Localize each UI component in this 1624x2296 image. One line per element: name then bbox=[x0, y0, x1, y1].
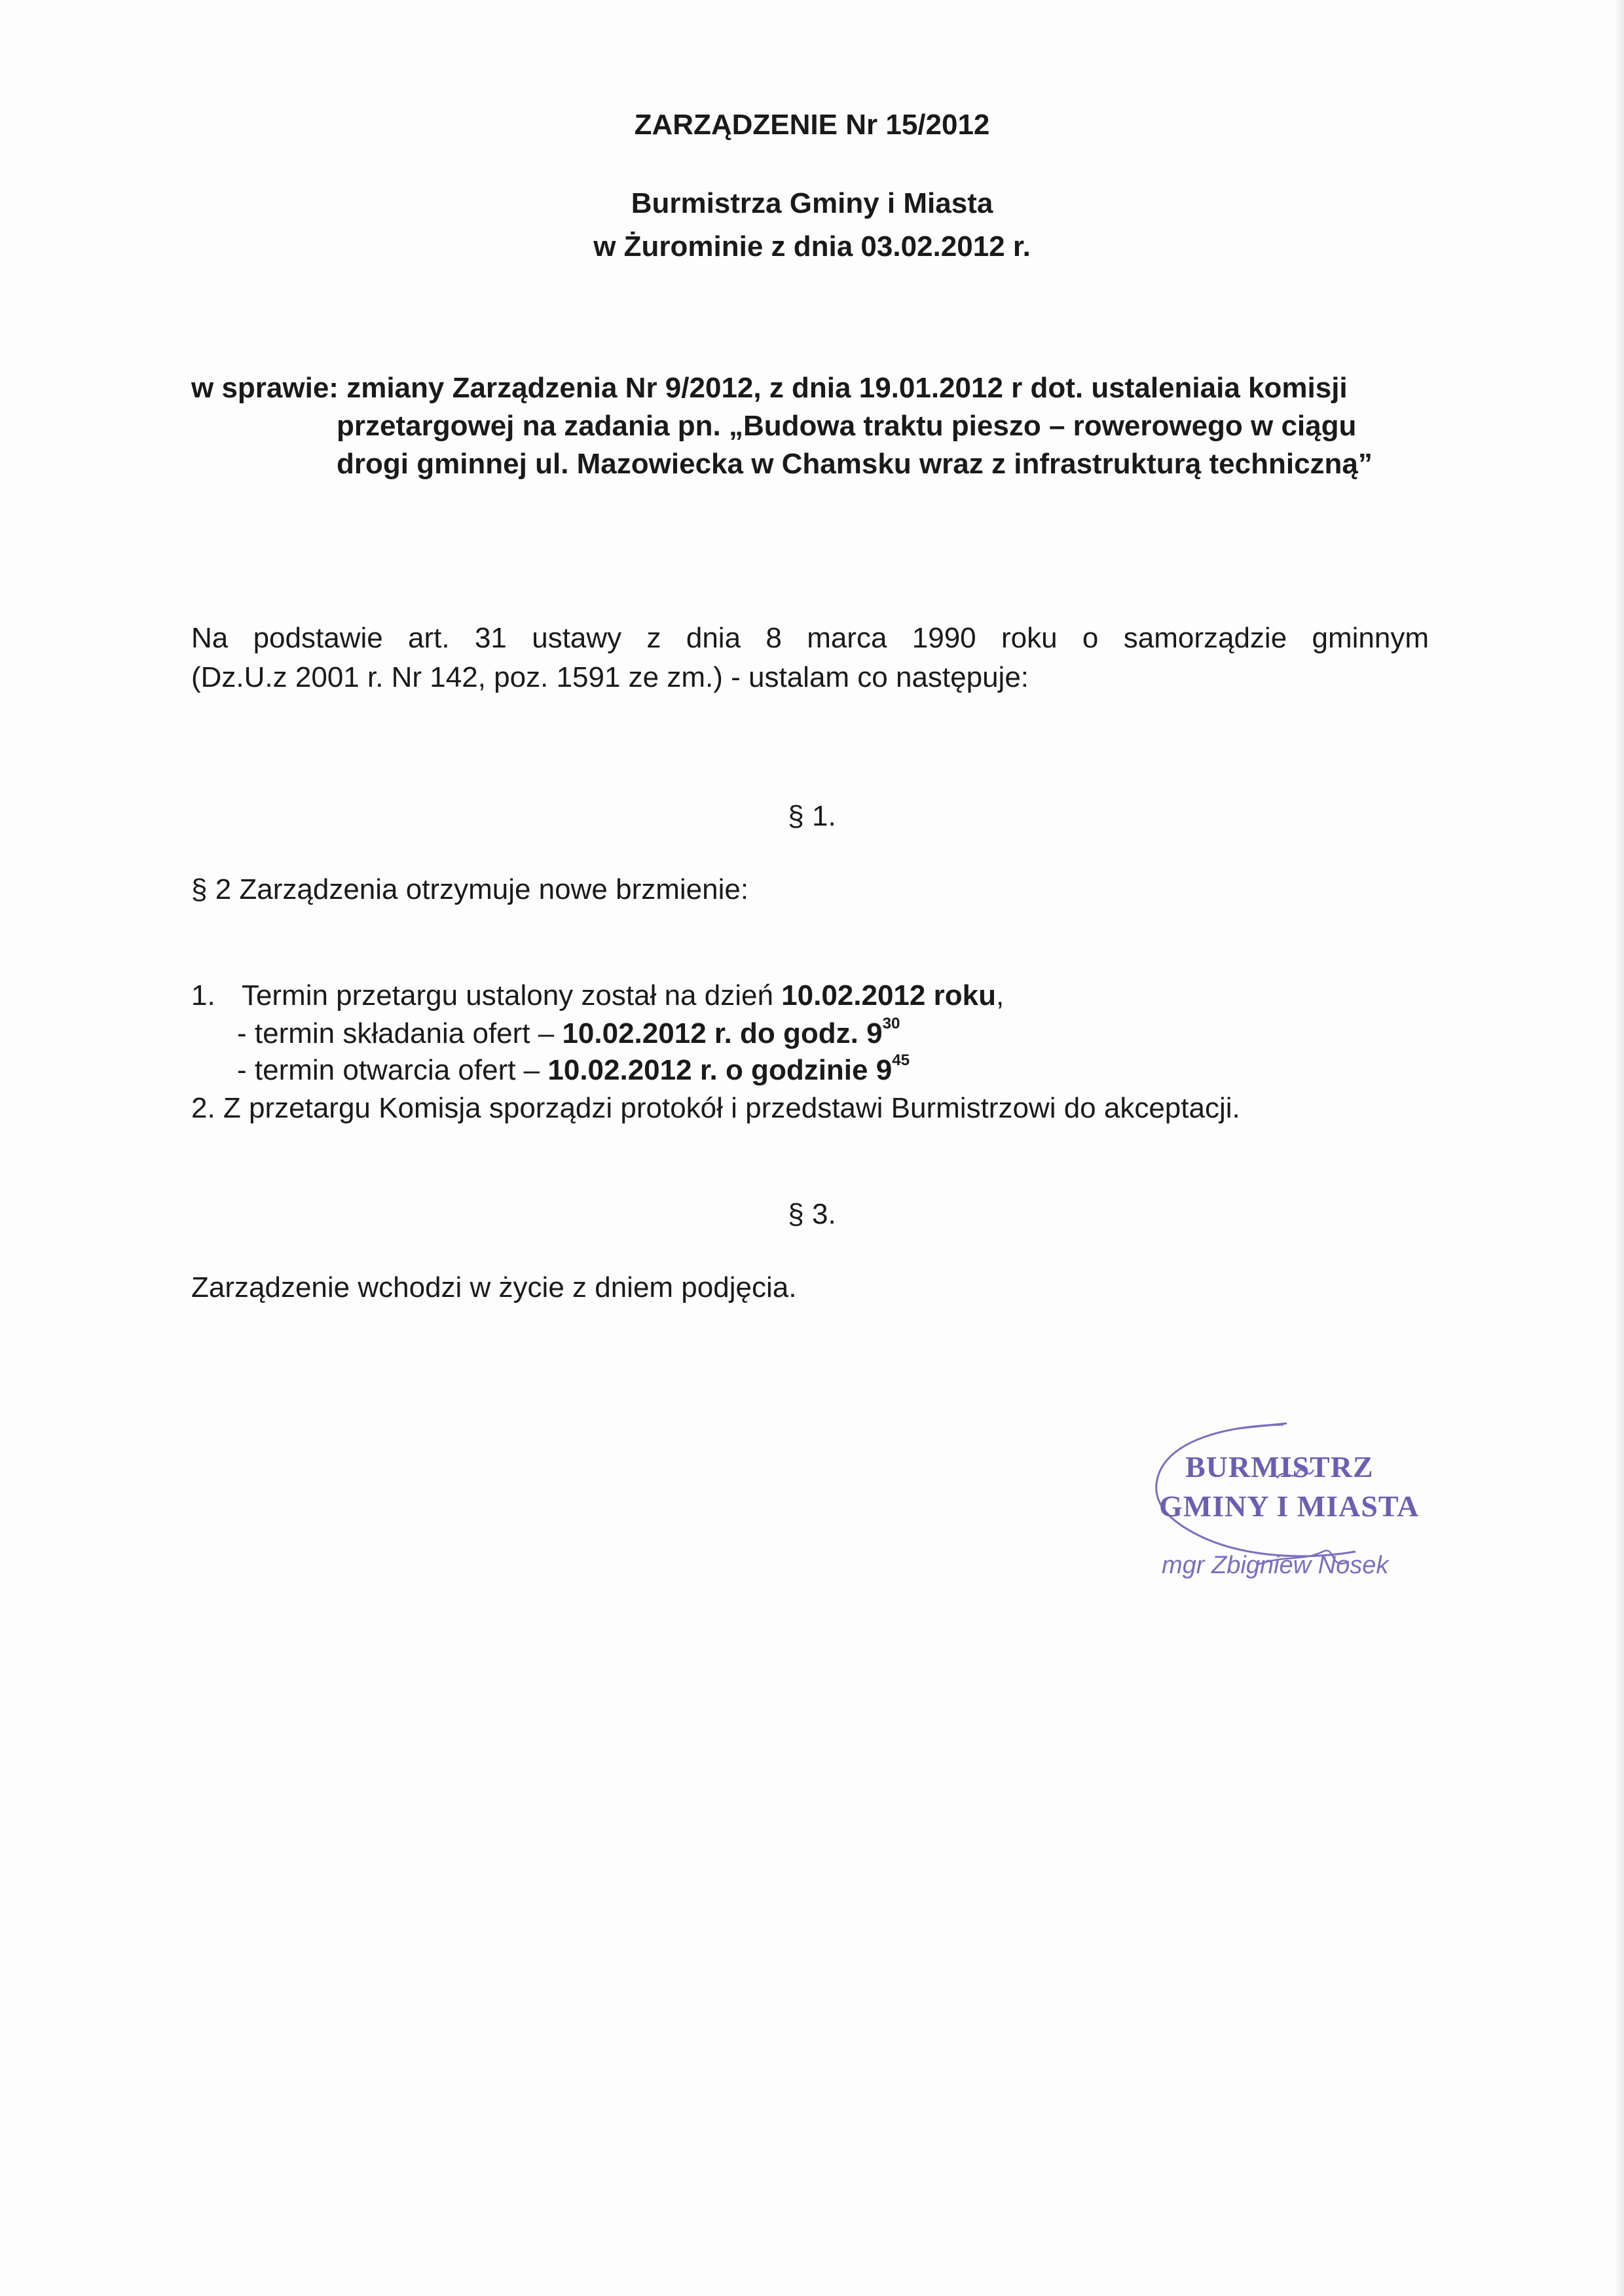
legal-basis-line-2: (Dz.U.z 2001 r. Nr 142, poz. 1591 ze zm.) - ustalam co następuje: bbox=[191, 661, 1029, 693]
list-item-2: 2. Z przetargu Komisja sporządzi protokół i przedstawi Burmistrzowi do akceptacji. bbox=[191, 1092, 1240, 1124]
stamp-title-line-1: BURMISTRZ bbox=[1185, 1450, 1374, 1484]
sub-item-submission-text: - termin składania ofert – bbox=[237, 1017, 563, 1049]
subject-label: w sprawie: bbox=[191, 372, 339, 404]
sub-item-submission-date: 10.02.2012 r. do godz. 9 bbox=[562, 1017, 883, 1049]
list-item-1-number: 1. bbox=[191, 979, 215, 1011]
issuer-line: Burmistrza Gminy i Miasta bbox=[631, 187, 993, 219]
subject-line-1: zmiany Zarządzenia Nr 9/2012, z dnia 19.01.2012 r dot. ustaleniaia komisji bbox=[346, 372, 1348, 404]
sub-item-opening-minutes: 45 bbox=[892, 1051, 910, 1070]
legal-basis-line-1: Na podstawie art. 31 ustawy z dnia 8 marca 1990 roku o samorządzie gminnym bbox=[191, 622, 1429, 654]
sub-item-opening-text: - termin otwarcia ofert – bbox=[237, 1054, 548, 1086]
list-item-1-tail: , bbox=[995, 979, 1005, 1011]
sub-item-submission bbox=[237, 1017, 900, 1050]
section-3-text: Zarządzenie wchodzi w życie z dniem podjęcia. bbox=[191, 1271, 797, 1303]
list-item-1-date: 10.02.2012 roku bbox=[781, 979, 996, 1011]
place-date-line: w Żurominie z dnia 03.02.2012 r. bbox=[593, 230, 1031, 263]
sub-item-opening-date: 10.02.2012 r. o godzinie 9 bbox=[547, 1054, 893, 1086]
stamp-signatory-name: mgr Zbigniew Nosek bbox=[1162, 1552, 1389, 1579]
sub-item-submission-minutes: 30 bbox=[882, 1015, 900, 1033]
scan-edge-shadow bbox=[1615, 0, 1624, 2296]
list-item-1-text: Termin przetargu ustalony został na dzień bbox=[241, 979, 782, 1011]
mayor-stamp bbox=[1126, 1421, 1441, 1591]
list-item-1 bbox=[191, 979, 1004, 1012]
subject-line-3: drogi gminnej ul. Mazowiecka w Chamsku wraz z infrastrukturą techniczną” bbox=[337, 448, 1373, 480]
subject-line-2: przetargowej na zadania pn. „Budowa traktu pieszo – rowerowego w ciągu bbox=[337, 410, 1357, 442]
document-title: ZARZĄDZENIE Nr 15/2012 bbox=[634, 109, 990, 141]
section-1-heading: § 1. bbox=[788, 800, 836, 832]
section-3-heading: § 3. bbox=[788, 1198, 836, 1230]
section-1-intro: § 2 Zarządzenia otrzymuje nowe brzmienie: bbox=[191, 873, 749, 905]
stamp-title-line-2: GMINY I MIASTA bbox=[1159, 1489, 1420, 1523]
sub-item-opening bbox=[237, 1051, 910, 1087]
